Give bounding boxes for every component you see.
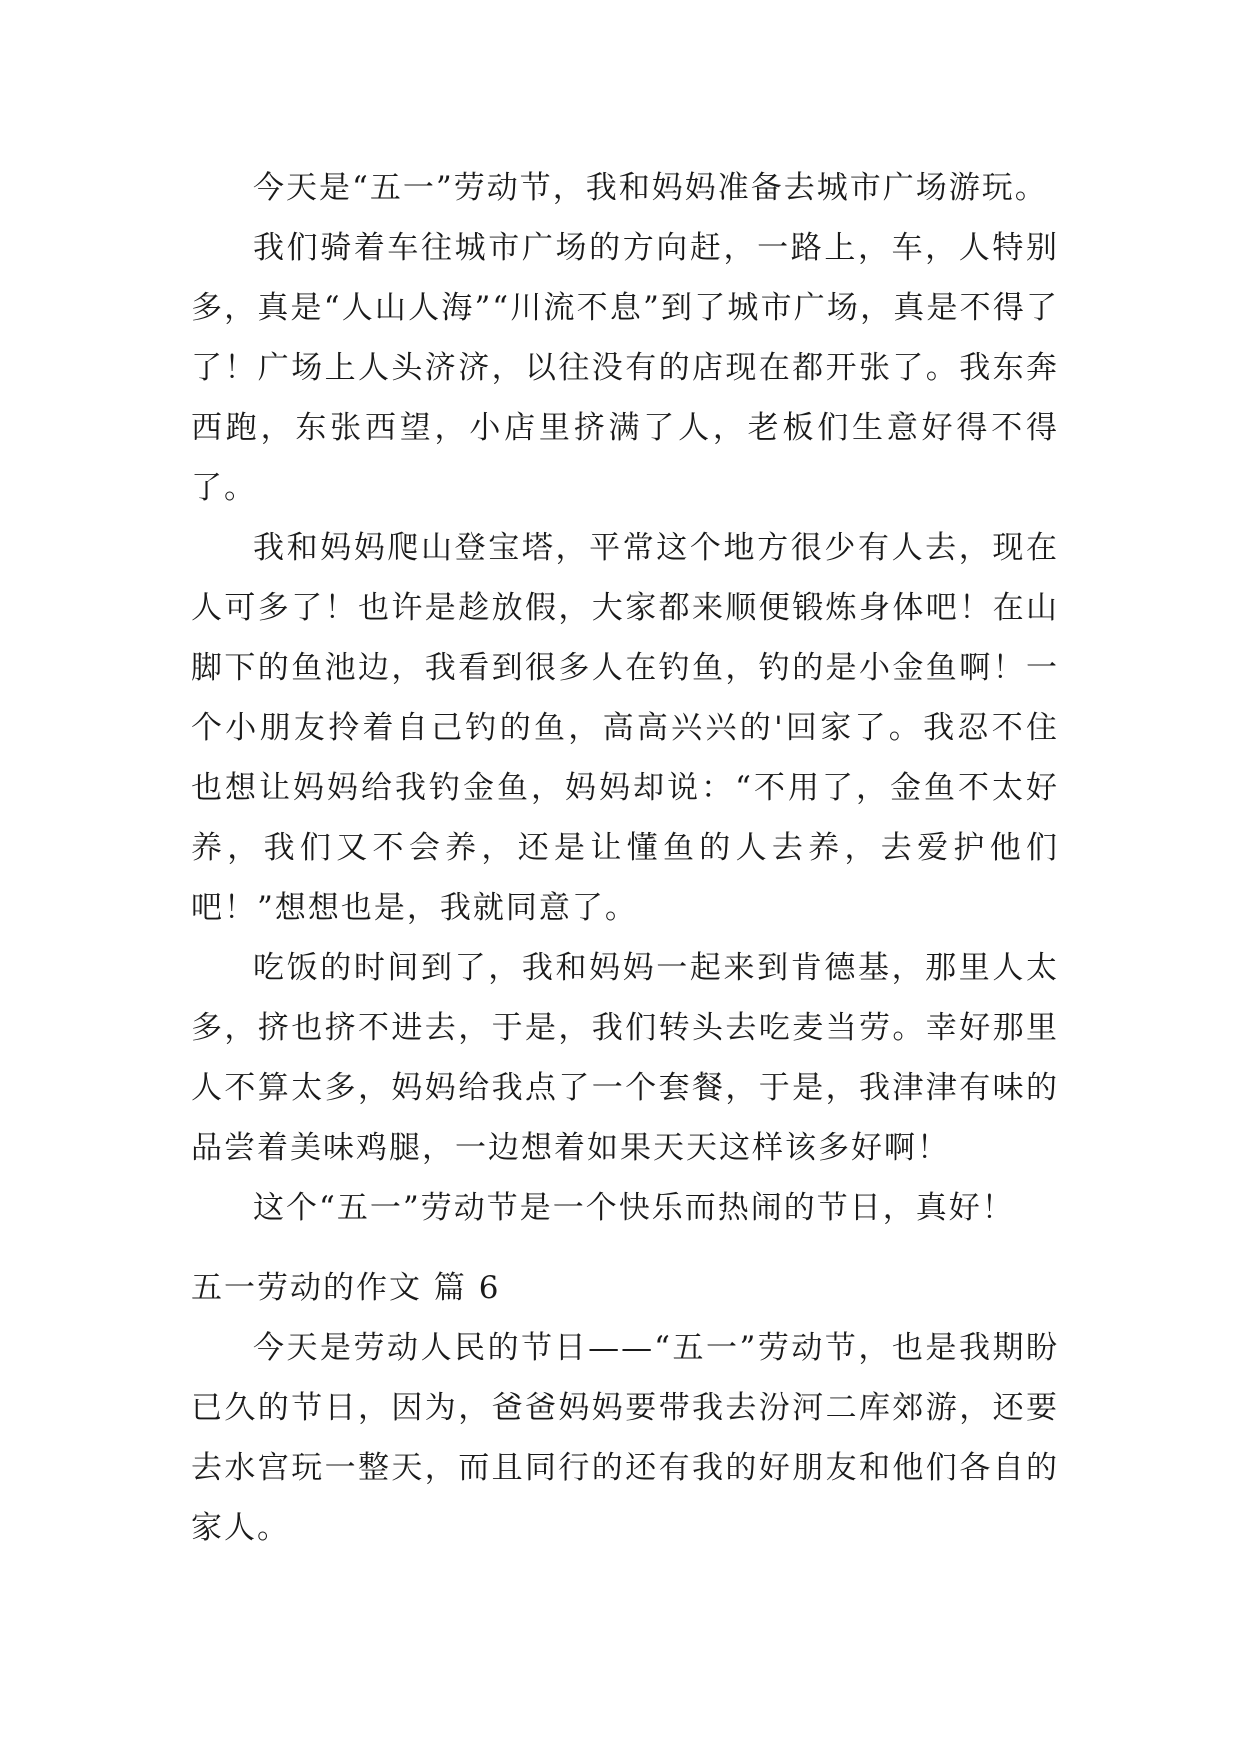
- paragraph-conclusion: 这个“五一”劳动节是一个快乐而热闹的节日，真好！: [253, 1190, 1015, 1226]
- essay-heading: 五一劳动的作文 篇 6: [191, 1270, 501, 1306]
- essay-section-6: [191, 1258, 1059, 1558]
- paragraph-intro: 今天是“五一”劳动节，我和妈妈准备去城市广场游玩。: [253, 170, 1048, 206]
- paragraph-lunch: 吃饭的时间到了，我和妈妈一起来到肯德基，那里人太多，挤也挤不进去，于是，我们转头去吃麦当劳。幸好那里人不算太多，妈妈给我点了一个套餐，于是，我津津有味的品尝着美味鸡腿，一边想着如果天天这样该多好啊！: [191, 950, 1059, 1166]
- paragraph-pagoda: 我和妈妈爬山登宝塔，平常这个地方很少有人去，现在人可多了！也许是趁放假，大家都来顺便锻炼身体吧！在山脚下的鱼池边，我看到很多人在钓鱼，钓的是小金鱼啊！一个小朋友拎着自己钓的鱼，高高兴兴的'回家了。我忍不住也想让妈妈给我钓金鱼，妈妈却说：“不用了，金鱼不太好养，我们又不会养，还是让懂鱼的人去养，去爱护他们吧！”想想也是，我就同意了。: [191, 530, 1059, 926]
- paragraph-square: 我们骑着车往城市广场的方向赶，一路上，车，人特别多，真是“人山人海”“川流不息”到了城市广场，真是不得了了！广场上人头济济，以往没有的店现在都开张了。我东奔西跑，东张西望，小店里挤满了人，老板们生意好得不得了。: [191, 230, 1059, 506]
- paragraph-opening: 今天是劳动人民的节日——“五一”劳动节，也是我期盼已久的节日，因为，爸爸妈妈要带我去汾河二库郊游，还要去水宫玩一整天，而且同行的还有我的好朋友和他们各自的家人。: [191, 1330, 1059, 1546]
- essay-section-5: [191, 158, 1059, 1238]
